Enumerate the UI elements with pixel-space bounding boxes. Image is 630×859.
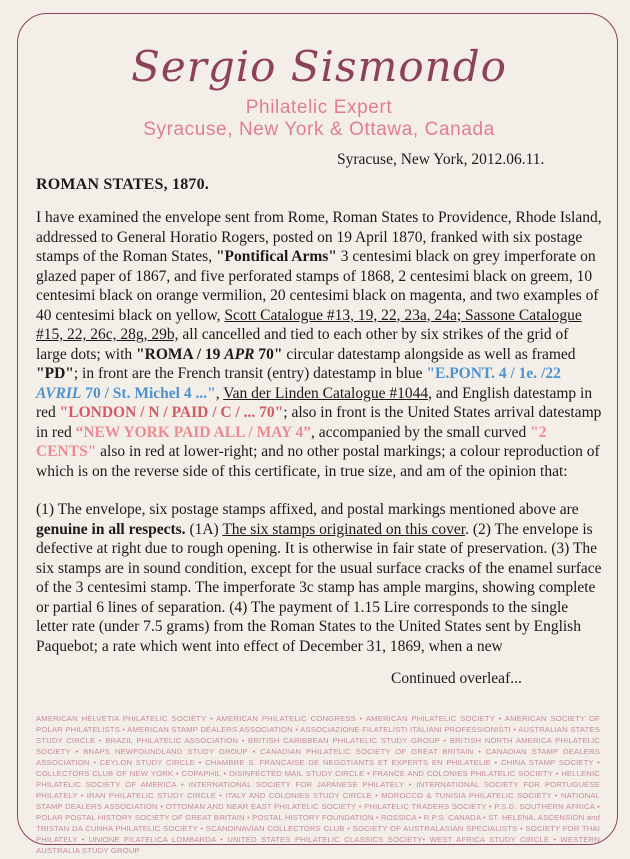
expert-name: Sergio Sismondo [131, 42, 507, 91]
pontifical-arms-label: "Pontifical Arms" [215, 248, 337, 265]
text-segment: (1A) [185, 520, 223, 538]
date-line: Syracuse, New York, 2012.06.11. [337, 151, 545, 168]
subject-heading: ROMAN STATES, 1870. [36, 176, 210, 193]
originated-statement: The six stamps originated on this cover [222, 520, 466, 538]
continued-note: Continued overleaf... [391, 670, 522, 687]
new-york-datestamp-red: “NEW YORK PAID ALL / MAY 4” [75, 423, 312, 441]
expert-locations: Syracuse, New York & Ottawa, Canada [143, 119, 495, 140]
text-segment: 3 centesimi black on grey imperforate on glazed paper of 1867, and five perforated stamps of 1868, 2 centesimi black on greem, 10 centesimi black on orange vermilion, 20 centesimi black on magenta, and two examples of 40 centesimi black on yellow, [36, 248, 599, 324]
description-paragraph [36, 208, 602, 481]
text-segment: . (2) The envelope is defective at right due to rough opening. It is otherwise in fair state of preservation. (3) The six stamps are in sound condition, except for the usual surface cracks of the enamel surface of the 3 centesimi stamp. The imperforate 3c stamp has ample margins, showing complete or partial 6 lines of separation. (4) The payment of 1.15 Lire corresponds to the single letter rate (under 7.5 grams) from the Roman States to the United States sent by English Paquebot; a rate which went into effect of December 31, 1869, when a new [36, 520, 602, 655]
catalogue-references: Scott Catalogue #13, 19, 22, 23a, 24a; Sassone Catalogue #15, 22, 26c, 28g, 29b, [36, 306, 582, 343]
roma-datestamp: "ROMA / 19 [136, 345, 225, 363]
society-memberships-list: AMERICAN HELVETIA PHILATELIC SOCIETY • AMERICAN PHILATELIC CONGRESS • AMERICAN PHILATELIC SOCIETY • AMERICAN SOCIETY OF POLAR PHILATELISTS • AMERICAN STAMP DEALERS ASSOCIATION • ASSOCIAZIONE FILATELISTI ITALIANI PROFESSIONISTI • AUSTRALIAN STATES STUDY CIRCLE • BRAZIL PHILATELIC ASSOCIATION • BRITISH CARIBBEAN PHILATELIC STUDY GROUP • BRITISH NORTH AMERICA PHILATELIC SOCIETY • BNAPS NEWFOUNDLAND STUDY GROUP • CANADIAN PHILATELIC SOCIETY OF GREAT BRITAIN • CANADIAN STAMP DEALERS ASSOCIATION • CEYLON STUDY CIRCLE • CHAMBRE S. FRANCAISE DE NEGOTIANTS ET EXPERTS EN PHILATELIE • CHINA STAMP SOCIETY • COLLECTORS CLUB OF NEW YORK • COPAPHIL • DISINFECTED MAIL STUDY CIRCLE • FRANCE AND COLONIES PHILATELIC SOCIETY • HELLENIC PHILATELIC SOCIETY OF AMERICA • INTERNATIONAL SOCIETY FOR JAPANESE PHILATELY • INTERNATIONAL SOCIETY FOR PORTUGUESE PHILATELY • IRAN PHILATELIC STUDY CIRCLE • ITALY AND COLONIES STUDY CIRCLE • MOROCCO & TUNISIA PHILATELIC SOCIETY • NATIONAL STAMP DEALERS ASSOCIATION • OTTOMAN AND NEAR EAST PHILATELIC SOCIETY • PHILATELIC TRADERS SOCIETY • P.S.G. SOUTHERN AFRICA • POLAR POSTAL HISTORY SOCIETY OF GREAT BRITAIN • POSTAL HISTORY FOUNDATION • ROSSICA • R.P.S. CANADA • ST. HELENA, ASCENSION and TRISTAN DA CUNHA PHILATELIC SOCIETY • SCANDINAVIAN COLLECTORS CLUB • SOCIETY OF AUSTRALASIAN SPECIALISTS • SOCIETY FOR THAI PHILATELY • UNIONE FILATELICA LOMBARDA • UNITED STATES PHILATELIC CLASSICS SOCIETY• WEST AFRICA STUDY CIRCLE • WESTERN AUSTRALIA STUDY GROUP [36, 714, 600, 855]
text-segment: also in red at lower-right; and no other postal markings; a colour reproduction of which is on the reverse side of this certificate, in true size, and am of the opinion that: [36, 443, 600, 480]
pd-marking: "PD" [36, 365, 74, 382]
text-segment: all cancelled and tied to each other by six strikes of the grid of large dots; with [36, 326, 569, 363]
two-cents-marking: "2 CENTS" [36, 423, 547, 460]
london-datestamp-red: "LONDON / N / PAID / C / ... 70" [59, 404, 284, 421]
text-segment: ; in front are the French transit (entry) datestamp in blue [73, 365, 427, 382]
text-segment: circular datestamp alongside as well as framed [282, 345, 576, 363]
text-segment: , and English datestamp in red [36, 384, 593, 421]
certificate-content [36, 42, 602, 856]
text-segment: (1) The envelope, six postage stamps affixed, and postal markings mentioned above are [36, 501, 579, 518]
expert-title: Philatelic Expert [245, 97, 393, 118]
french-datestamp-month: AVRIL [36, 384, 82, 402]
van-der-linden-reference: Van der Linden Catalogue #1044 [223, 384, 429, 402]
roma-datestamp-year: 70" [254, 345, 283, 363]
text-segment: , accompanied by the small curved [311, 423, 531, 441]
roma-datestamp-month: APR [224, 345, 255, 363]
opinion-paragraph [36, 500, 602, 656]
text-segment: I have examined the envelope sent from Rome, Roman States to Providence, Rhode Island, addressed to General Horatio Rogers, posted on 19 April 1870, franked with six postage stamps of the Roman States, [36, 209, 602, 265]
genuine-statement: genuine in all respects. [36, 520, 186, 538]
text-segment: , [215, 384, 224, 402]
text-segment: ; also in front is the United States arrival datestamp in red [36, 404, 602, 441]
french-datestamp-blue: "E.PONT. 4 / 1e. /22 [426, 365, 561, 382]
french-datestamp-rest: 70 / St. Michel 4 ..." [81, 384, 216, 402]
